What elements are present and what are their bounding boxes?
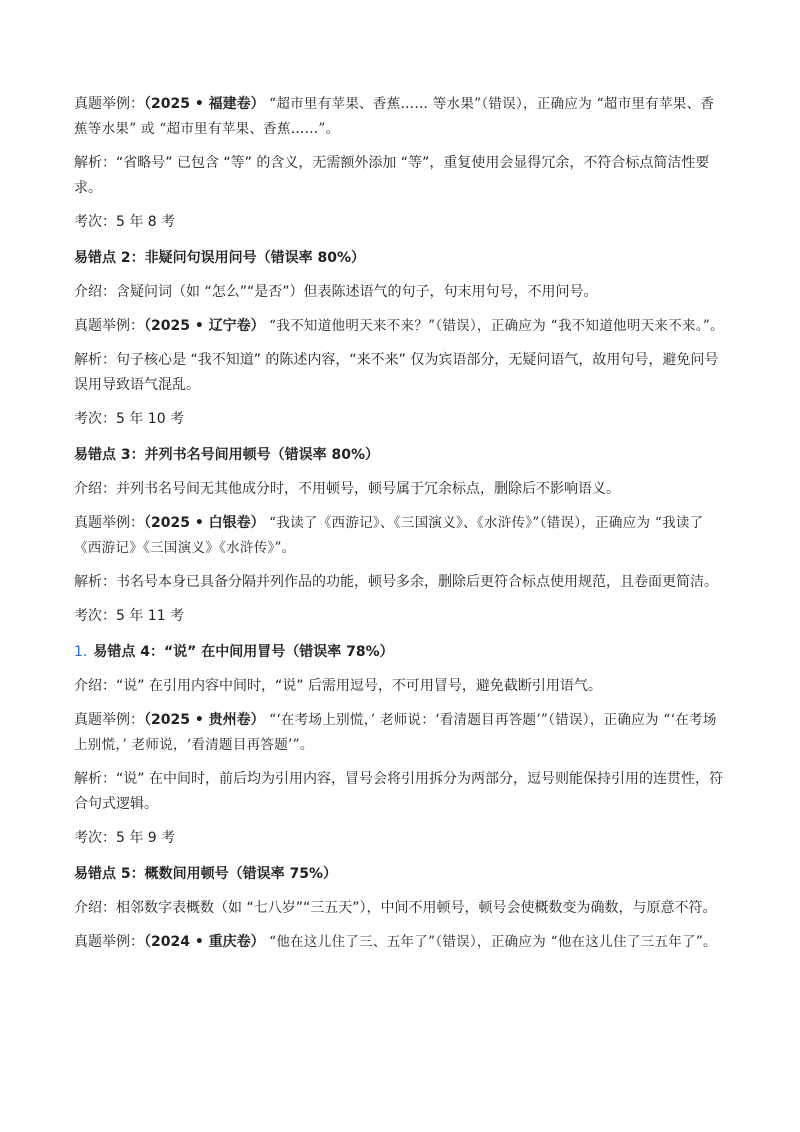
analysis-text: 书名号本身已具备分隔并列作品的功能，顿号多余，删除后更符合标点使用规范，且卷面更简洁。 [116, 574, 718, 590]
intro-text: “说” 在引用内容中间时，“说” 后需用逗号，不可用冒号，避免截断引用语气。 [116, 678, 602, 694]
kaoci-label: 考次： [74, 214, 116, 230]
example-label: 真题举例： [74, 96, 144, 112]
example-paragraph-5 [74, 930, 726, 955]
example-text: “我读了《西游记》、《三国演义》、《水浒传》”（错误），正确应为 “我读了《西游记》《三国演义》《水浒传》”。 [74, 515, 704, 556]
example-label: 真题举例： [74, 712, 144, 728]
example-paragraph-3 [74, 511, 726, 561]
exam-source: （2024 • 重庆卷） [144, 934, 265, 950]
example-text: “我不知道他明天来不来？”（错误），正确应为 “我不知道他明天来不来。”。 [269, 318, 724, 334]
example-label: 真题举例： [74, 934, 144, 950]
document-page [74, 92, 726, 964]
analysis-label: 解析： [74, 771, 116, 787]
example-text: “超市里有苹果、香蕉…… 等水果”（错误），正确应为 “超市里有苹果、香蕉等水果” 或 “超市里有苹果、香蕉……”。 [74, 96, 715, 137]
intro-paragraph-2 [74, 280, 726, 305]
section-heading-text: 易错点 4：“说” 在中间用冒号（错误率 78%） [93, 644, 394, 660]
analysis-label: 解析： [74, 574, 116, 590]
intro-paragraph-3 [74, 477, 726, 502]
intro-label: 介绍： [74, 900, 116, 916]
analysis-label: 解析： [74, 155, 116, 171]
example-paragraph-4 [74, 708, 726, 758]
list-number: 1. [74, 644, 88, 660]
section-heading-5: 易错点 5：概数间用顿号（错误率 75%） [74, 866, 337, 882]
analysis-label: 解析： [74, 352, 116, 368]
example-text: “他在这儿住了三、五年了”（错误），正确应为 “他在这儿住了三五年了”。 [269, 934, 717, 950]
kaoci-value: 5 年 10 考 [116, 411, 185, 427]
intro-paragraph-4 [74, 674, 726, 699]
analysis-text: “说” 在中间时，前后均为引用内容，冒号会将引用拆分为两部分，逗号则能保持引用的连贯性，符合句式逻辑。 [74, 771, 723, 812]
analysis-paragraph-2 [74, 348, 726, 398]
intro-label: 介绍： [74, 284, 116, 300]
section-heading-2: 易错点 2：非疑问句误用问号（错误率 80%） [74, 250, 365, 266]
section-heading-3: 易错点 3：并列书名号间用顿号（错误率 80%） [74, 447, 379, 463]
kaoci-paragraph-4 [74, 826, 726, 851]
intro-text: 含疑问词（如 “怎么”“是否”）但表陈述语气的句子，句末用句号，不用问号。 [116, 284, 598, 300]
example-text: “‘在考场上别慌，’ 老师说：‘看清题目再答题’”（错误），正确应为 “‘在考场上别慌，’ 老师说，‘看清题目再答题’”。 [74, 712, 717, 753]
example-paragraph-1 [74, 92, 726, 142]
kaoci-value: 5 年 8 考 [116, 214, 176, 230]
kaoci-paragraph-1 [74, 210, 726, 235]
intro-label: 介绍： [74, 481, 116, 497]
kaoci-value: 5 年 9 考 [116, 830, 176, 846]
exam-source: （2025 • 辽宁卷） [144, 318, 265, 334]
kaoci-paragraph-2 [74, 407, 726, 432]
kaoci-label: 考次： [74, 830, 116, 846]
analysis-paragraph-1 [74, 151, 726, 201]
analysis-paragraph-4 [74, 767, 726, 817]
analysis-paragraph-3 [74, 570, 726, 595]
kaoci-label: 考次： [74, 608, 116, 624]
intro-label: 介绍： [74, 678, 116, 694]
exam-source: （2025 • 贵州卷） [144, 712, 265, 728]
analysis-text: 句子核心是 “我不知道” 的陈述内容，“来不来” 仅为宾语部分，无疑问语气，故用句号，避免问号误用导致语气混乱。 [74, 352, 719, 393]
kaoci-label: 考次： [74, 411, 116, 427]
example-label: 真题举例： [74, 318, 144, 334]
example-label: 真题举例： [74, 515, 144, 531]
example-paragraph-2 [74, 314, 726, 339]
kaoci-paragraph-3 [74, 604, 726, 629]
exam-source: （2025 • 福建卷） [144, 96, 265, 112]
kaoci-value: 5 年 11 考 [116, 608, 185, 624]
analysis-text: “省略号” 已包含 “等” 的含义，无需额外添加 “等”，重复使用会显得冗余，不符合标点简洁性要求。 [74, 155, 710, 196]
exam-source: （2025 • 白银卷） [144, 515, 265, 531]
section-heading-4 [74, 640, 726, 665]
intro-text: 并列书名号间无其他成分时，不用顿号，顿号属于冗余标点，删除后不影响语义。 [116, 481, 620, 497]
intro-paragraph-5 [74, 896, 726, 921]
intro-text: 相邻数字表概数（如 “七八岁”“三五天”），中间不用顿号，顿号会使概数变为确数，与原意不符。 [116, 900, 717, 916]
